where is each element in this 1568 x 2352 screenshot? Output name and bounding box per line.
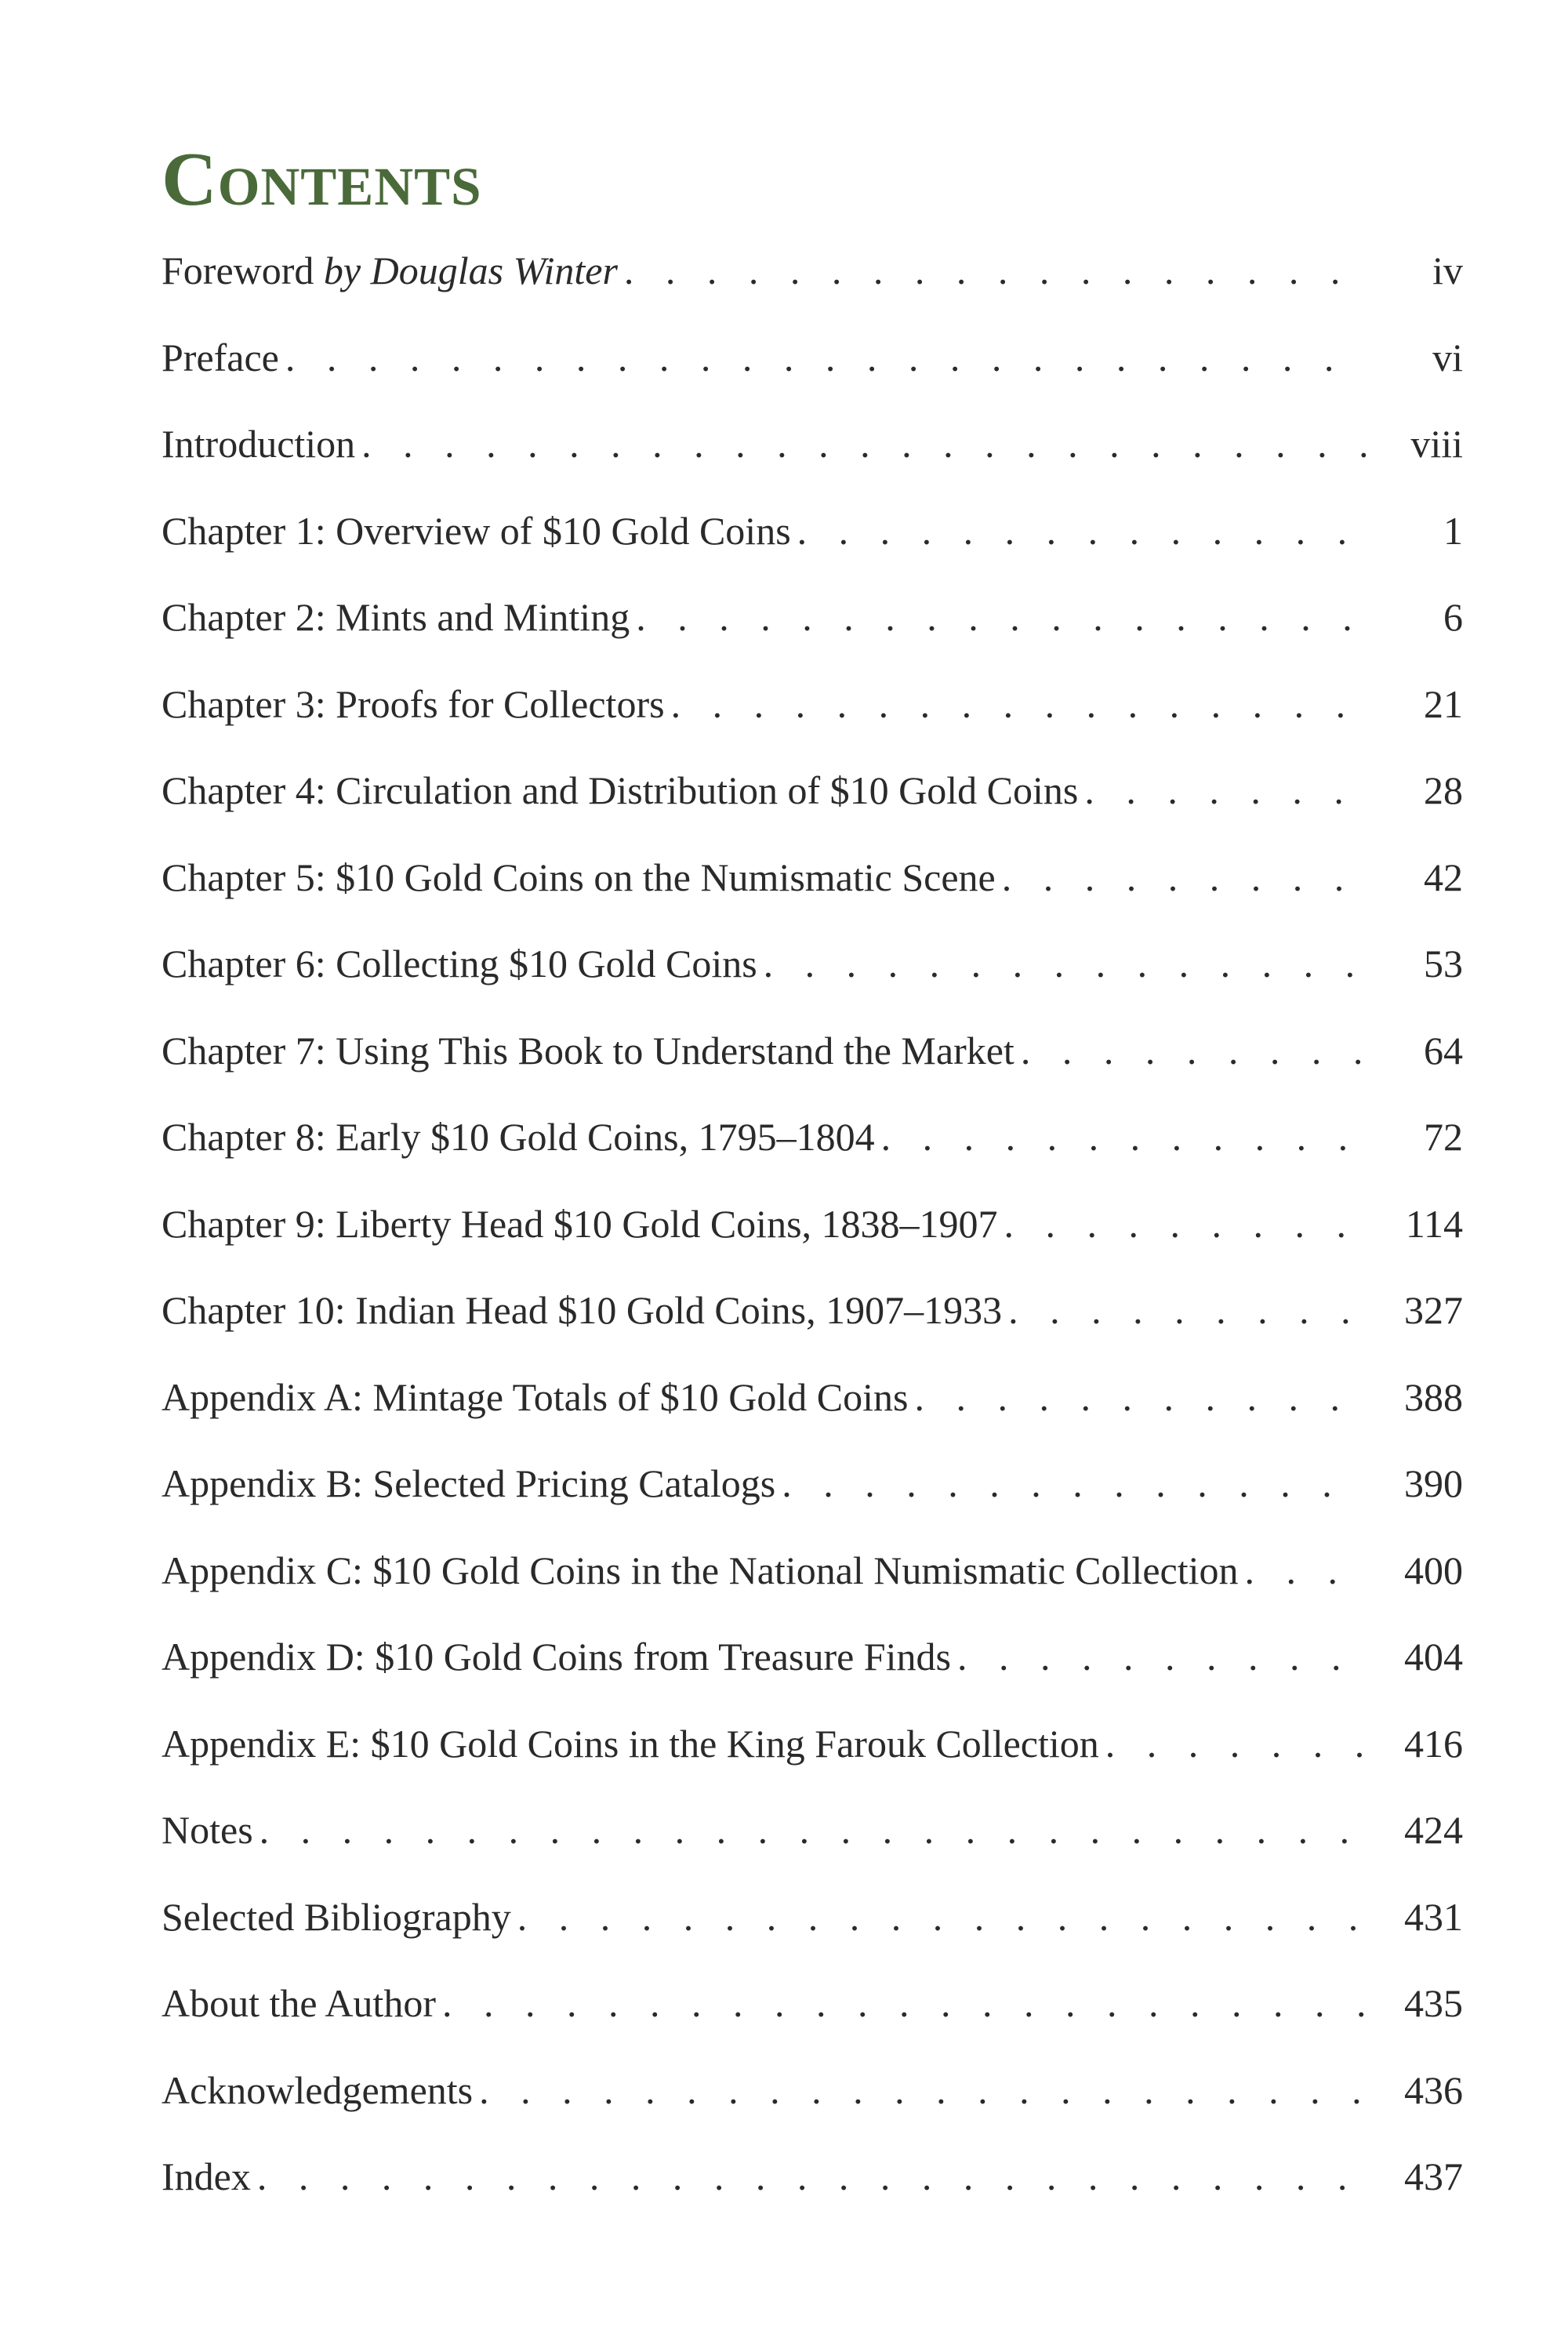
toc-entry [162, 763, 1463, 850]
toc-entry [162, 1109, 1463, 1196]
toc-entry-label [162, 1976, 436, 2031]
toc-entry-title: Appendix E: $10 Gold Coins in the King Farouk Collection [162, 1721, 1099, 1766]
toc-entry [162, 1716, 1463, 1803]
toc-entry-label [162, 936, 757, 991]
toc-entry [162, 2149, 1463, 2236]
toc-entry [162, 2063, 1463, 2150]
toc-entry-label [162, 1802, 253, 1857]
toc-entry-label [162, 2149, 251, 2204]
dot-leader [1105, 1716, 1366, 1771]
dot-leader [782, 1456, 1366, 1511]
toc-entry-title: Chapter 5: $10 Gold Coins on the Numismatic Scene [162, 855, 996, 899]
dot-leader [671, 677, 1366, 731]
toc-entry-title: Index [162, 2154, 251, 2198]
toc-entry-page-number: 114 [1405, 1201, 1463, 1246]
toc-entry-page-number: 416 [1404, 1721, 1463, 1766]
toc-entry-label [162, 1283, 1002, 1338]
toc-entry-page-number: 6 [1443, 595, 1463, 639]
dot-leader [285, 330, 1366, 385]
toc-entry-label [162, 763, 1078, 818]
toc-entry-page-number: 388 [1404, 1374, 1463, 1419]
toc-entry [162, 850, 1463, 937]
toc-entry [162, 1976, 1463, 2063]
toc-entry-title: Preface [162, 335, 279, 379]
toc-entry-label [162, 1716, 1099, 1771]
dot-leader [260, 1802, 1366, 1857]
toc-entry-title: Appendix B: Selected Pricing Catalogs [162, 1461, 776, 1505]
toc-entry-page-number: 53 [1424, 942, 1463, 985]
toc-entry-page-number: 1 [1443, 508, 1463, 553]
page-title: Contents [162, 137, 482, 222]
toc-list [162, 243, 1463, 2236]
dot-leader [1084, 763, 1366, 818]
dot-leader [764, 936, 1366, 991]
dot-leader [881, 1109, 1366, 1164]
dot-leader [1008, 1283, 1366, 1338]
toc-entry [162, 590, 1463, 677]
toc-entry-page-number: 404 [1404, 1635, 1463, 1679]
toc-entry-label [162, 1109, 875, 1164]
toc-entry-page-number: 64 [1424, 1028, 1463, 1073]
toc-entry-title: Chapter 10: Indian Head $10 Gold Coins, 1907–1933 [162, 1288, 1003, 1332]
toc-entry [162, 1370, 1463, 1457]
toc-entry-label [162, 1456, 775, 1511]
toc-entry [162, 677, 1463, 764]
toc-entry [162, 1889, 1463, 1976]
toc-entry-label [162, 2063, 473, 2118]
toc-entry-label [162, 330, 279, 385]
toc-entry-page-number: 42 [1424, 855, 1463, 899]
toc-entry-page-number: 72 [1424, 1115, 1463, 1159]
toc-entry-page-number: 431 [1404, 1894, 1463, 1939]
toc-entry-label [162, 677, 665, 731]
toc-entry [162, 330, 1463, 417]
toc-entry-label [162, 1370, 909, 1425]
toc-entry-label [162, 1543, 1239, 1598]
toc-entry-title: Notes [162, 1808, 253, 1852]
toc-entry-label [162, 1023, 1014, 1078]
dot-leader [957, 1629, 1366, 1684]
toc-entry-title: Chapter 6: Collecting $10 Gold Coins [162, 942, 757, 985]
dot-leader [1021, 1023, 1366, 1078]
toc-entry-page-number: 436 [1404, 2067, 1463, 2112]
toc-entry-page-number: 21 [1424, 681, 1463, 726]
toc-entry-title: Chapter 7: Using This Book to Understand the Market [162, 1028, 1014, 1073]
dot-leader [624, 243, 1366, 298]
dot-leader [517, 1889, 1366, 1944]
toc-entry-title: Chapter 3: Proofs for Collectors [162, 681, 665, 726]
toc-entry-title: Appendix C: $10 Gold Coins in the National Numismatic Collection [162, 1548, 1239, 1592]
toc-entry-page-number: 327 [1404, 1288, 1463, 1332]
toc-entry-label [162, 416, 355, 471]
contents-page [162, 0, 1463, 2352]
toc-entry-page-number: 424 [1404, 1808, 1463, 1852]
toc-entry-title: Appendix D: $10 Gold Coins from Treasure Finds [162, 1635, 951, 1679]
toc-entry-title: About the Author [162, 1981, 436, 2025]
toc-entry-label [162, 850, 996, 905]
toc-entry-author: by Douglas Winter [323, 249, 618, 292]
toc-entry-title: Selected Bibliography [162, 1894, 511, 1939]
toc-entry-title: Foreword [162, 249, 324, 292]
toc-entry-title: Chapter 1: Overview of $10 Gold Coins [162, 508, 791, 553]
toc-entry [162, 416, 1463, 503]
toc-entry-label [162, 590, 630, 644]
toc-entry [162, 1543, 1463, 1630]
dot-leader [1002, 850, 1366, 905]
toc-entry-page-number: 400 [1404, 1548, 1463, 1592]
toc-entry [162, 1456, 1463, 1543]
toc-entry-title: Acknowledgements [162, 2067, 474, 2112]
dot-leader [915, 1370, 1367, 1425]
toc-entry-page-number: 437 [1404, 2154, 1463, 2198]
toc-entry-label [162, 1629, 951, 1684]
dot-leader [479, 2063, 1366, 2118]
toc-entry [162, 936, 1463, 1023]
toc-entry-label [162, 1196, 998, 1251]
toc-entry [162, 1629, 1463, 1716]
toc-entry-label [162, 1889, 511, 1944]
dot-leader [636, 590, 1366, 644]
toc-entry [162, 1023, 1463, 1110]
toc-entry-title: Appendix A: Mintage Totals of $10 Gold Coins [162, 1374, 909, 1419]
dot-leader [361, 416, 1366, 471]
dot-leader [257, 2149, 1366, 2204]
toc-entry [162, 1283, 1463, 1370]
toc-entry-page-number: iv [1432, 249, 1463, 292]
toc-entry-page-number: vi [1432, 335, 1463, 379]
toc-entry [162, 243, 1463, 330]
toc-entry-label [162, 243, 618, 298]
toc-entry-page-number: 28 [1424, 768, 1463, 812]
toc-entry-title: Chapter 8: Early $10 Gold Coins, 1795–1804 [162, 1115, 875, 1159]
dot-leader [797, 503, 1366, 558]
dot-leader [1245, 1543, 1367, 1598]
toc-entry-label [162, 503, 791, 558]
toc-entry-title: Chapter 4: Circulation and Distribution of $10 Gold Coins [162, 768, 1079, 812]
dot-leader [1004, 1196, 1366, 1251]
toc-entry-page-number: viii [1410, 422, 1463, 466]
toc-entry [162, 503, 1463, 590]
toc-entry [162, 1196, 1463, 1283]
dot-leader [442, 1976, 1366, 2031]
toc-entry-page-number: 435 [1404, 1981, 1463, 2025]
toc-entry [162, 1802, 1463, 1889]
toc-entry-title: Chapter 9: Liberty Head $10 Gold Coins, 1838–1907 [162, 1201, 998, 1246]
toc-entry-title: Introduction [162, 422, 356, 466]
toc-entry-title: Chapter 2: Mints and Minting [162, 595, 630, 639]
toc-entry-page-number: 390 [1404, 1461, 1463, 1505]
